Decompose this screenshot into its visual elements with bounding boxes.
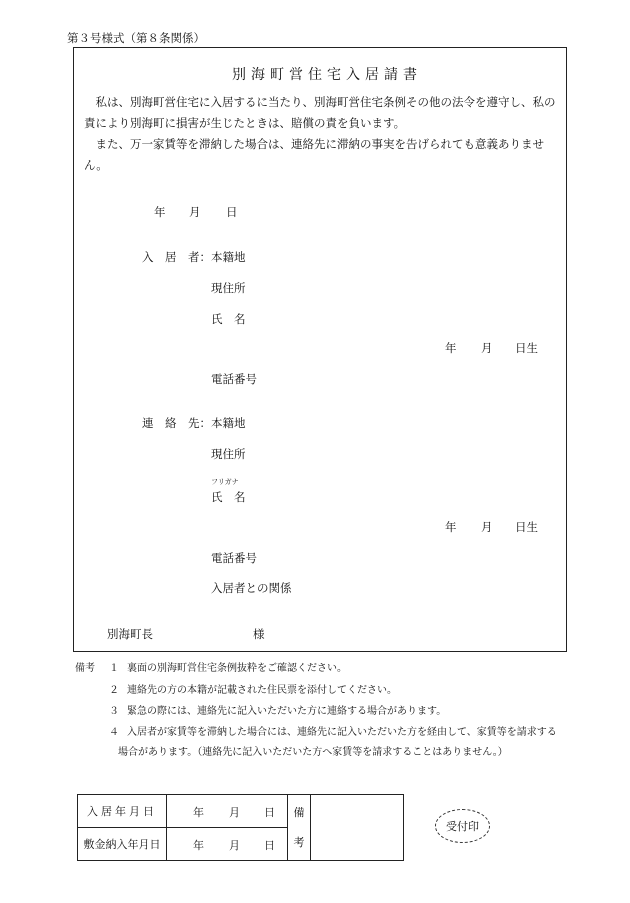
contact-furigana-label: フリガナ: [211, 478, 239, 486]
note-1-number: １: [109, 663, 119, 674]
deposit-day: 日: [264, 839, 275, 852]
reception-stamp-label: 受付印: [446, 820, 479, 833]
move-in-date-label: 入居年月日: [78, 795, 167, 828]
form-number: 第３号様式（第８条関係）: [67, 31, 205, 45]
note-1-text: 裏面の別海町営住宅条例抜粋をご確認ください。: [127, 663, 347, 674]
note-3-number: ３: [109, 706, 119, 717]
resident-birth-month: 月: [481, 341, 493, 355]
form-title: 別海町営住宅入居請書: [232, 67, 422, 83]
date-day-label: 日: [226, 205, 238, 219]
contact-honseki-label: 本籍地: [211, 416, 246, 430]
date-year-label: 年: [154, 205, 166, 219]
remarks-field[interactable]: [311, 795, 404, 861]
resident-birth-day: 日生: [515, 341, 538, 355]
contact-label: 連 絡 先：: [142, 416, 211, 430]
deposit-month: 月: [229, 839, 240, 852]
contact-birth-month: 月: [481, 520, 493, 534]
office-use-table: [77, 794, 404, 861]
addressee-office: 別海町長: [107, 627, 153, 641]
deposit-date-label: 敷金納入年月日: [78, 828, 167, 861]
move-in-day: 日: [264, 806, 275, 819]
contact-birth-year: 年: [445, 520, 457, 534]
resident-honseki-label: 本籍地: [211, 250, 246, 264]
contact-relation-label: 入居者との関係: [211, 581, 292, 595]
contact-birth-day: 日生: [515, 520, 538, 534]
resident-name-label: 氏 名: [211, 312, 246, 326]
move-in-month: 月: [229, 806, 240, 819]
move-in-date-field[interactable]: [167, 795, 288, 828]
note-2-text: 連絡先の方の本籍が記載された住民票を添付してください。: [127, 685, 397, 696]
deposit-date-field[interactable]: [167, 828, 288, 861]
remarks-char-2: 考: [293, 835, 305, 849]
note-4-number: ４: [109, 727, 119, 738]
addressee-honorific: 様: [253, 627, 265, 641]
contact-name-label: 氏 名: [211, 490, 246, 504]
pledge-paragraph-1: 私は、別海町営住宅に入居するに当たり、別海町営住宅条例その他の法令を遵守し、私の責により別海町に損害が生じたときは、賠償の責を負います。: [84, 95, 556, 130]
reception-stamp: [435, 809, 490, 843]
note-4-continued: 場合があります。（連絡先に記入いただいた方へ家賃等を請求することはありません。）: [118, 747, 508, 758]
resident-label: 入 居 者：: [142, 250, 211, 264]
move-in-year: 年: [193, 806, 204, 819]
note-4-text: 入居者が家賃等を滞納した場合には、連絡先に記入いただいた方を経由して、家賃等を請求する: [127, 727, 557, 738]
date-month-label: 月: [189, 205, 201, 219]
notes-heading: 備考: [75, 663, 95, 674]
contact-phone-label: 電話番号: [211, 551, 257, 565]
remarks-char-1: 備: [293, 805, 305, 819]
contact-address-label: 現住所: [211, 447, 246, 461]
resident-address-label: 現住所: [211, 281, 246, 295]
resident-birth-year: 年: [445, 341, 457, 355]
deposit-year: 年: [193, 839, 204, 852]
note-2-number: ２: [109, 685, 119, 696]
resident-phone-label: 電話番号: [211, 372, 257, 386]
note-3-text: 緊急の際には、連絡先に記入いただいた方に連絡する場合があります。: [127, 706, 447, 717]
pledge-paragraph-2: また、万一家賃等を滞納した場合は、連絡先に滞納の事実を告げられても意義ありません。: [84, 137, 544, 172]
remarks-label-cell: [288, 795, 311, 861]
